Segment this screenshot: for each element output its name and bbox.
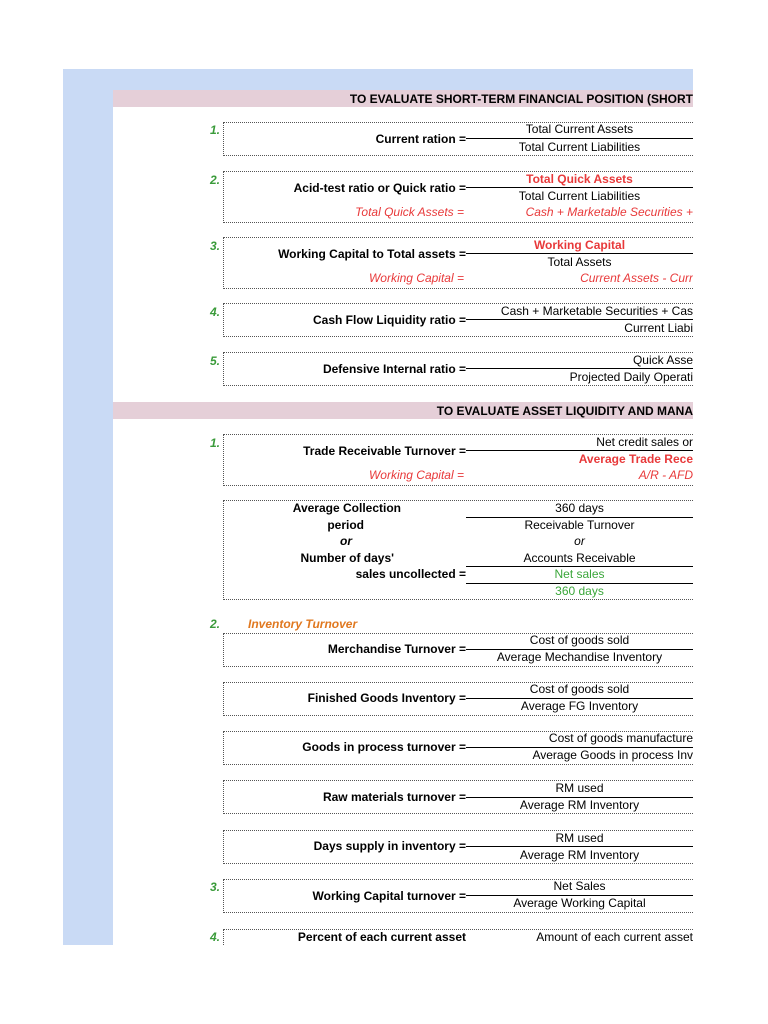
ratio-label: Defensive Internal ratio = xyxy=(322,362,466,376)
collection-formula-line: 360 days xyxy=(555,584,604,598)
ratio-label: Finished Goods Inventory = xyxy=(307,691,466,705)
fraction-line xyxy=(466,450,693,451)
collection-label-line: Number of days' xyxy=(300,551,394,565)
ratio-label: Current ration = xyxy=(375,132,466,146)
numerator: Net Sales xyxy=(553,879,606,893)
numerator: Total Current Assets xyxy=(525,122,634,136)
collection-formula-line: Accounts Receivable xyxy=(523,551,636,565)
denominator: Total Current Liabilities xyxy=(518,140,641,154)
item-number: 3. xyxy=(210,239,221,253)
definition-label: Working Capital = xyxy=(368,271,464,285)
ratio-label: Raw materials turnover = xyxy=(322,790,466,804)
collection-label-line: period xyxy=(327,518,364,532)
numerator: RM used xyxy=(555,781,604,795)
item-number: 4. xyxy=(210,930,221,944)
ratio-label: Days supply in inventory = xyxy=(313,839,466,853)
definition-value: A/R - AFD xyxy=(638,468,693,482)
collection-formula-line: Net sales xyxy=(554,567,605,581)
collection-label-line: Average Collection xyxy=(292,501,401,515)
numerator: Total Quick Assets xyxy=(526,172,633,186)
item-number: 4. xyxy=(210,305,221,319)
numerator: Cost of goods manufacture xyxy=(548,731,693,745)
item-number: 3. xyxy=(210,880,221,894)
numerator: Cost of goods sold xyxy=(529,633,630,647)
denominator: Total Assets xyxy=(547,255,612,269)
item-number: 2. xyxy=(210,173,221,187)
fraction-line xyxy=(466,846,693,847)
collection-formula-line: Receivable Turnover xyxy=(524,518,635,532)
section-title: TO EVALUATE ASSET LIQUIDITY AND MANA xyxy=(436,404,693,418)
section-header-asset-liquidity xyxy=(113,402,693,419)
denominator: Average Goods in process Inv xyxy=(532,748,693,762)
denominator: Current Liabi xyxy=(624,321,693,335)
numerator: Quick Asse xyxy=(632,353,693,367)
denominator: Projected Daily Operati xyxy=(569,370,693,384)
collection-label-line: or xyxy=(340,534,352,548)
definition-label: Total Quick Assets = xyxy=(355,205,464,219)
numerator: Cash + Marketable Securities + Cas xyxy=(500,304,693,318)
fraction-line xyxy=(466,138,693,139)
numerator: Working Capital xyxy=(533,238,626,252)
definition-label: Working Capital = xyxy=(368,468,464,482)
numerator: Net credit sales or xyxy=(596,435,693,449)
denominator: Average FG Inventory xyxy=(520,699,639,713)
fraction-line xyxy=(466,368,693,369)
ratio-label: Goods in process turnover = xyxy=(302,740,466,754)
ratio-label: Working Capital to Total assets = xyxy=(278,247,466,261)
fraction-line xyxy=(466,187,693,188)
numerator: RM used xyxy=(555,831,604,845)
definition-value: Current Assets - Curr xyxy=(580,271,693,285)
item-number: 1. xyxy=(210,123,221,137)
denominator: Average RM Inventory xyxy=(519,798,640,812)
numerator: Cost of goods sold xyxy=(529,682,630,696)
definition-value: Cash + Marketable Securities + xyxy=(525,205,693,219)
ratio-label: Trade Receivable Turnover = xyxy=(303,444,466,458)
collection-formula-line: or xyxy=(574,534,585,548)
ratio-label: Merchandise Turnover = xyxy=(327,642,466,656)
section-title: TO EVALUATE SHORT-TERM FINANCIAL POSITION (SHORT xyxy=(349,92,693,106)
top-margin-band xyxy=(63,69,693,90)
denominator: Total Current Liabilities xyxy=(518,189,641,203)
ratio-label: Cash Flow Liquidity ratio = xyxy=(312,313,466,327)
item-number: 2. xyxy=(210,617,221,631)
spreadsheet-page xyxy=(63,69,693,945)
fraction-line xyxy=(466,253,693,254)
denominator: Average RM Inventory xyxy=(519,848,640,862)
ratio-label: Working Capital turnover = xyxy=(312,889,466,903)
section-header-short-term xyxy=(113,90,693,107)
denominator: Average Trade Rece xyxy=(578,452,693,466)
left-margin-band xyxy=(63,69,113,945)
ratio-label: Percent of each current asset xyxy=(297,930,466,944)
denominator: Average Mechandise Inventory xyxy=(496,650,663,664)
denominator: Average Working Capital xyxy=(513,896,646,910)
collection-label-line: sales uncollected = xyxy=(355,567,466,581)
fraction-line xyxy=(466,319,693,320)
ratio-label: Acid-test ratio or Quick ratio = xyxy=(293,181,466,195)
item-number: 5. xyxy=(210,354,221,368)
item-number: 1. xyxy=(210,436,221,450)
collection-formula-line: 360 days xyxy=(555,501,604,515)
numerator: Amount of each current asset xyxy=(536,930,693,944)
inventory-heading: Inventory Turnover xyxy=(248,617,358,631)
